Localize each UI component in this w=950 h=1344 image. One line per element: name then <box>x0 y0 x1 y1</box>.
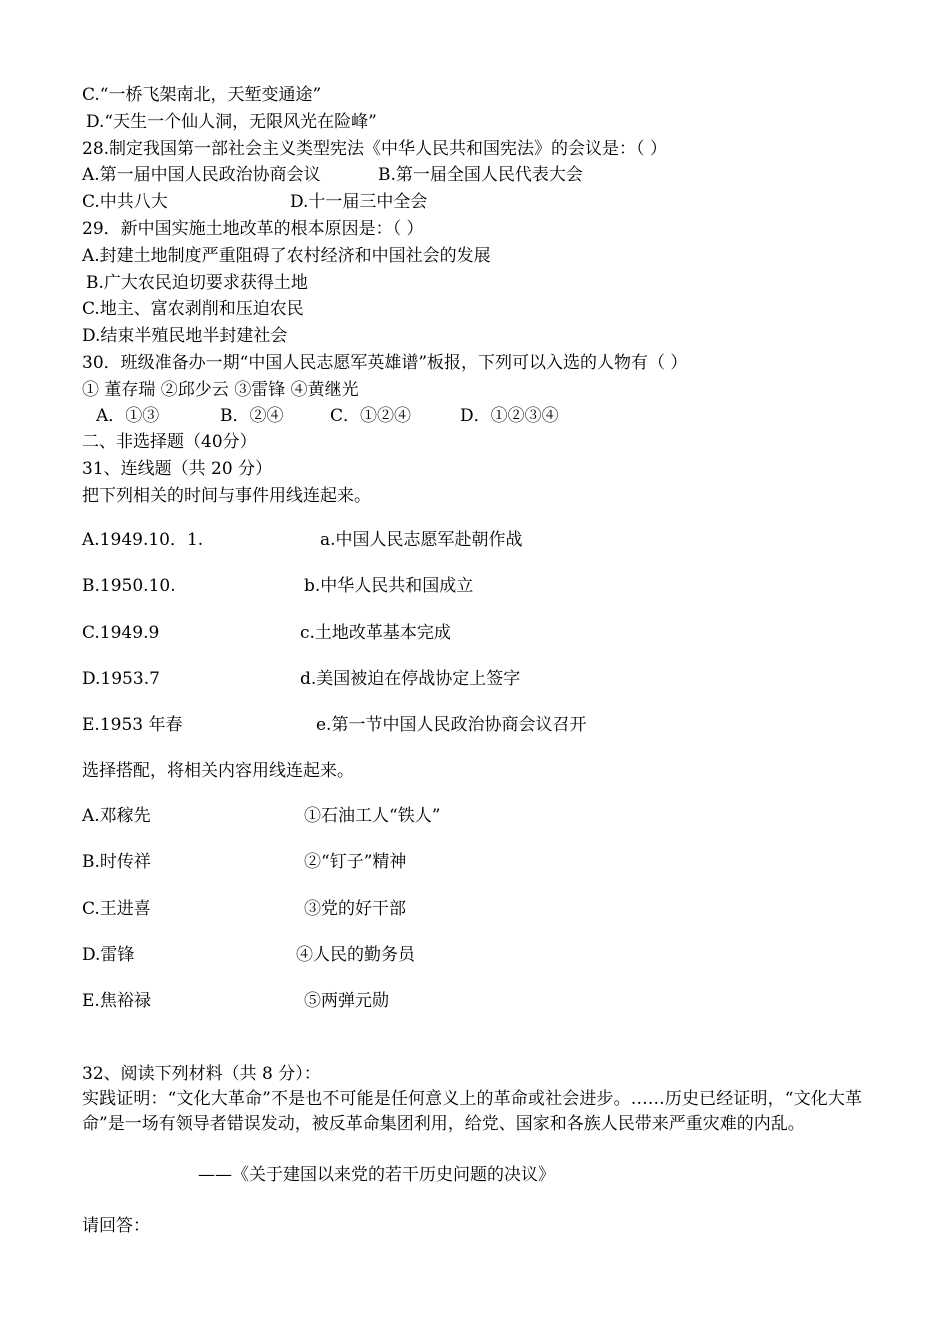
match1-left-e: E.1953 年春 <box>82 715 183 735</box>
q30-option-d: D．①②③④ <box>460 406 559 426</box>
q30-people-list: ① 董存瑞 ②邱少云 ③雷锋 ④黄继光 <box>82 380 359 400</box>
q28-option-b: B.第一届全国人民代表大会 <box>378 165 583 185</box>
q32-prompt: 请回答： <box>82 1216 150 1236</box>
q28-option-d: D.十一届三中全会 <box>290 192 428 212</box>
match1-right-c: c.土地改革基本完成 <box>300 623 451 643</box>
match2-right-e: ⑤两弹元勋 <box>304 991 389 1011</box>
q27-option-c: C.“一桥飞架南北，天堑变通途” <box>82 85 322 105</box>
q31-instruction-1: 把下列相关的时间与事件用线连起来。 <box>82 486 371 506</box>
match2-right-c: ③党的好干部 <box>304 899 406 919</box>
match1-right-e: e.第一节中国人民政治协商会议召开 <box>316 715 587 735</box>
q29-stem: 29．新中国实施土地改革的根本原因是：（ ） <box>82 219 424 239</box>
match2-left-d: D.雷锋 <box>82 945 135 965</box>
match1-right-d: d.美国被迫在停战协定上签字 <box>300 669 521 689</box>
match1-left-a: A.1949.10．1. <box>82 530 204 550</box>
q28-option-a: A.第一届中国人民政治协商会议 <box>82 165 321 185</box>
match2-right-a: ①石油工人“铁人” <box>304 806 441 826</box>
match2-left-c: C.王进喜 <box>82 899 151 919</box>
q29-option-d: D.结束半殖民地半封建社会 <box>82 326 288 346</box>
q31-title: 31、连线题（共 20 分） <box>82 459 273 479</box>
q29-option-a: A.封建土地制度严重阻碍了农村经济和中国社会的发展 <box>82 246 491 266</box>
match1-left-b: B.1950.10. <box>82 576 176 596</box>
q29-option-c: C.地主、富农剥削和压迫农民 <box>82 299 304 319</box>
q28-stem: 28.制定我国第一部社会主义类型宪法《中华人民共和国宪法》的会议是：（ ） <box>82 139 667 159</box>
q30-option-b: B．②④ <box>220 406 284 426</box>
q32-source: ——《关于建国以来党的若干历史问题的决议》 <box>198 1165 555 1185</box>
section-2-title: 二、非选择题（40分） <box>82 432 257 452</box>
match2-left-b: B.时传祥 <box>82 852 151 872</box>
match1-right-b: b.中华人民共和国成立 <box>304 576 474 596</box>
match2-right-b: ②“钉子”精神 <box>304 852 407 872</box>
match2-right-d: ④人民的勤务员 <box>296 945 415 965</box>
match1-left-d: D.1953.7 <box>82 669 160 689</box>
q30-stem: 30．班级准备办一期“中国人民志愿军英雄谱”板报，下列可以入选的人物有（ ） <box>82 353 688 373</box>
q32-material: 实践证明：“文化大革命”不是也不可能是任何意义上的革命或社会进步。……历史已经证明，“文化大革命”是一场有领导者错误发动，被反革命集团利用，给党、国家和各族人民带来严重灾难的内乱。 <box>82 1089 862 1134</box>
match2-left-e: E.焦裕禄 <box>82 991 151 1011</box>
q28-option-c: C.中共八大 <box>82 192 168 212</box>
match1-right-a: a.中国人民志愿军赴朝作战 <box>320 530 523 550</box>
q31-instruction-2: 选择搭配，将相关内容用线连起来。 <box>82 761 354 781</box>
q32-title: 32、阅读下列材料（共 8 分）： <box>82 1064 321 1084</box>
match1-left-c: C.1949.9 <box>82 623 160 643</box>
q27-option-d: D.“天生一个仙人洞，无限风光在险峰” <box>86 112 377 132</box>
q29-option-b: B.广大农民迫切要求获得土地 <box>86 273 308 293</box>
match2-left-a: A.邓稼先 <box>82 806 151 826</box>
q30-option-a: A．①③ <box>96 406 160 426</box>
q30-option-c: C．①②④ <box>330 406 412 426</box>
